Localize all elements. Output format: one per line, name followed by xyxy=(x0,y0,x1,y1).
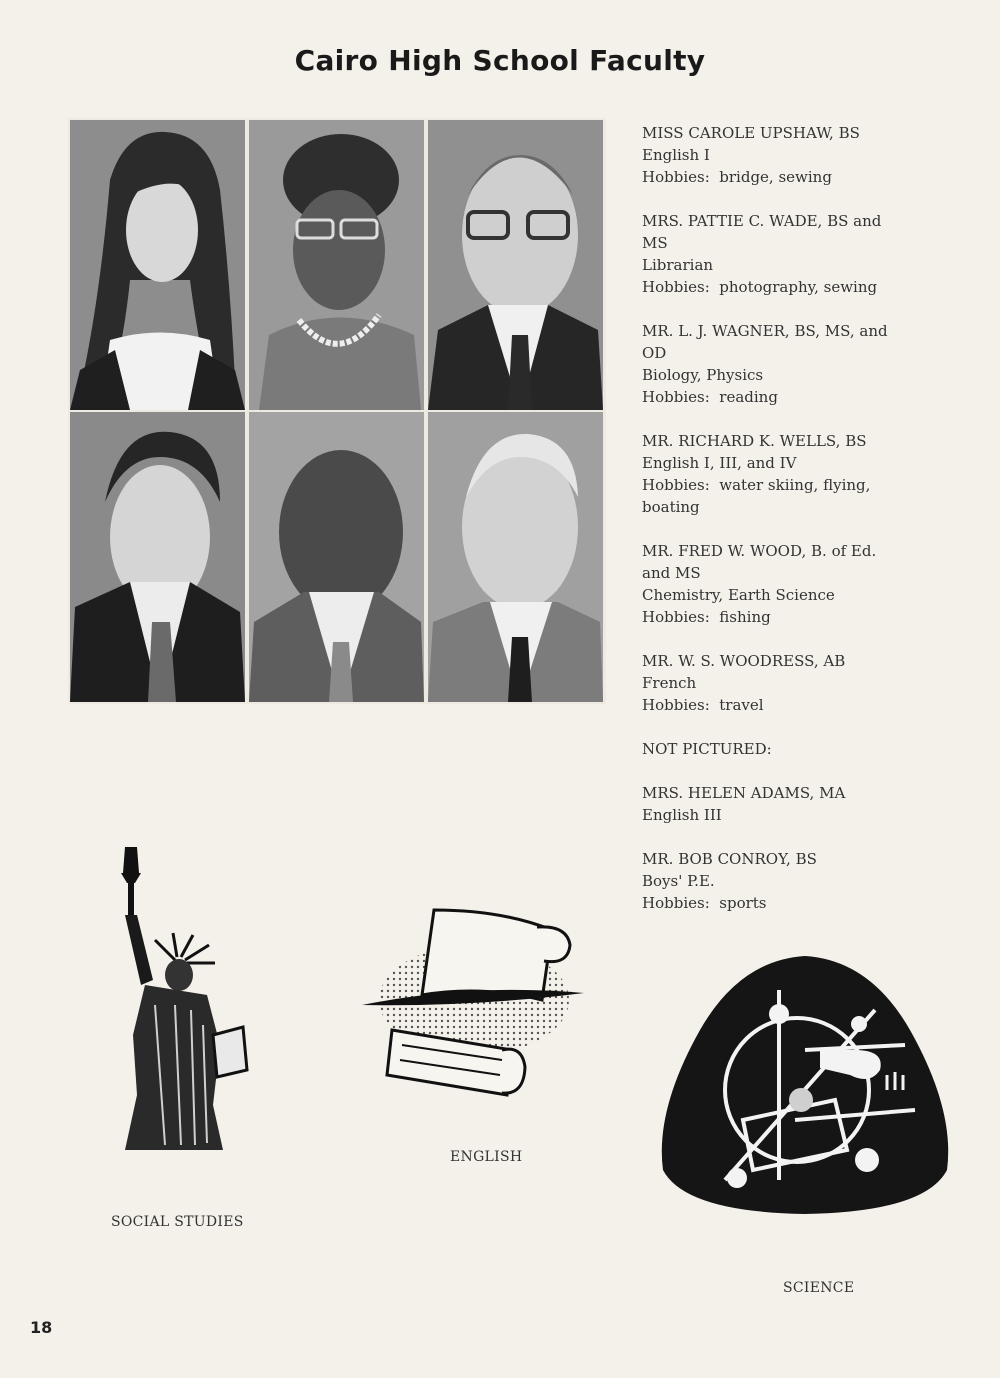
faculty-name: MR. L. J. WAGNER, BS, MS, and xyxy=(642,322,888,340)
bio-woodress xyxy=(642,650,942,716)
faculty-subject: English III xyxy=(642,806,722,824)
english-label: ENGLISH xyxy=(450,1149,523,1165)
bio-wagner xyxy=(642,320,942,408)
faculty-name: MR. W. S. WOODRESS, AB xyxy=(642,652,846,670)
faculty-name: MR. RICHARD K. WELLS, BS xyxy=(642,432,867,450)
faculty-subject: Librarian xyxy=(642,256,714,274)
faculty-name: MISS CAROLE UPSHAW, BS xyxy=(642,124,860,142)
statue-of-liberty-icon xyxy=(95,845,255,1164)
faculty-subject: English I, III, and IV xyxy=(642,454,797,472)
faculty-portrait-woodress xyxy=(428,412,603,702)
faculty-name: MRS. PATTIE C. WADE, BS and xyxy=(642,212,882,230)
bio-conroy xyxy=(642,848,942,914)
faculty-name: MRS. HELEN ADAMS, MA xyxy=(642,784,846,802)
scroll-quill-icon xyxy=(362,905,587,1114)
faculty-portrait-wagner xyxy=(428,120,603,410)
faculty-name: MR. FRED W. WOOD, B. of Ed. xyxy=(642,542,877,560)
science-emblem-icon xyxy=(655,950,955,1224)
faculty-name: MR. BOB CONROY, BS xyxy=(642,850,817,868)
bio-adams xyxy=(642,782,942,826)
faculty-name-cont: MS xyxy=(642,234,668,252)
faculty-hobbies-cont: boating xyxy=(642,498,700,516)
page-number: 18 xyxy=(30,1318,53,1337)
faculty-portrait-wade xyxy=(249,120,424,410)
page-title: Cairo High School Faculty xyxy=(294,44,706,77)
faculty-hobbies: Hobbies: water skiing, flying, xyxy=(642,476,871,494)
faculty-hobbies: Hobbies: reading xyxy=(642,388,778,406)
faculty-portrait-wells xyxy=(70,412,245,702)
faculty-hobbies: Hobbies: bridge, sewing xyxy=(642,168,832,186)
faculty-bios xyxy=(642,122,942,936)
faculty-portrait-wood xyxy=(249,412,424,702)
faculty-subject: Chemistry, Earth Science xyxy=(642,586,835,604)
science-label: SCIENCE xyxy=(783,1280,855,1296)
faculty-name-cont: OD xyxy=(642,344,667,362)
faculty-hobbies: Hobbies: fishing xyxy=(642,608,771,626)
bio-upshaw xyxy=(642,122,942,188)
bio-wood xyxy=(642,540,942,628)
faculty-name-cont: and MS xyxy=(642,564,701,582)
social-studies-label: SOCIAL STUDIES xyxy=(111,1214,244,1230)
faculty-photo-grid xyxy=(68,118,606,704)
faculty-hobbies: Hobbies: travel xyxy=(642,696,764,714)
not-pictured-heading xyxy=(642,738,942,760)
faculty-hobbies: Hobbies: sports xyxy=(642,894,767,912)
faculty-subject: Biology, Physics xyxy=(642,366,764,384)
section-heading: NOT PICTURED: xyxy=(642,740,772,758)
faculty-subject: French xyxy=(642,674,697,692)
faculty-subject: English I xyxy=(642,146,710,164)
faculty-hobbies: Hobbies: photography, sewing xyxy=(642,278,878,296)
bio-wade xyxy=(642,210,942,298)
bio-wells xyxy=(642,430,942,518)
faculty-subject: Boys' P.E. xyxy=(642,872,715,890)
faculty-portrait-upshaw xyxy=(70,120,245,410)
